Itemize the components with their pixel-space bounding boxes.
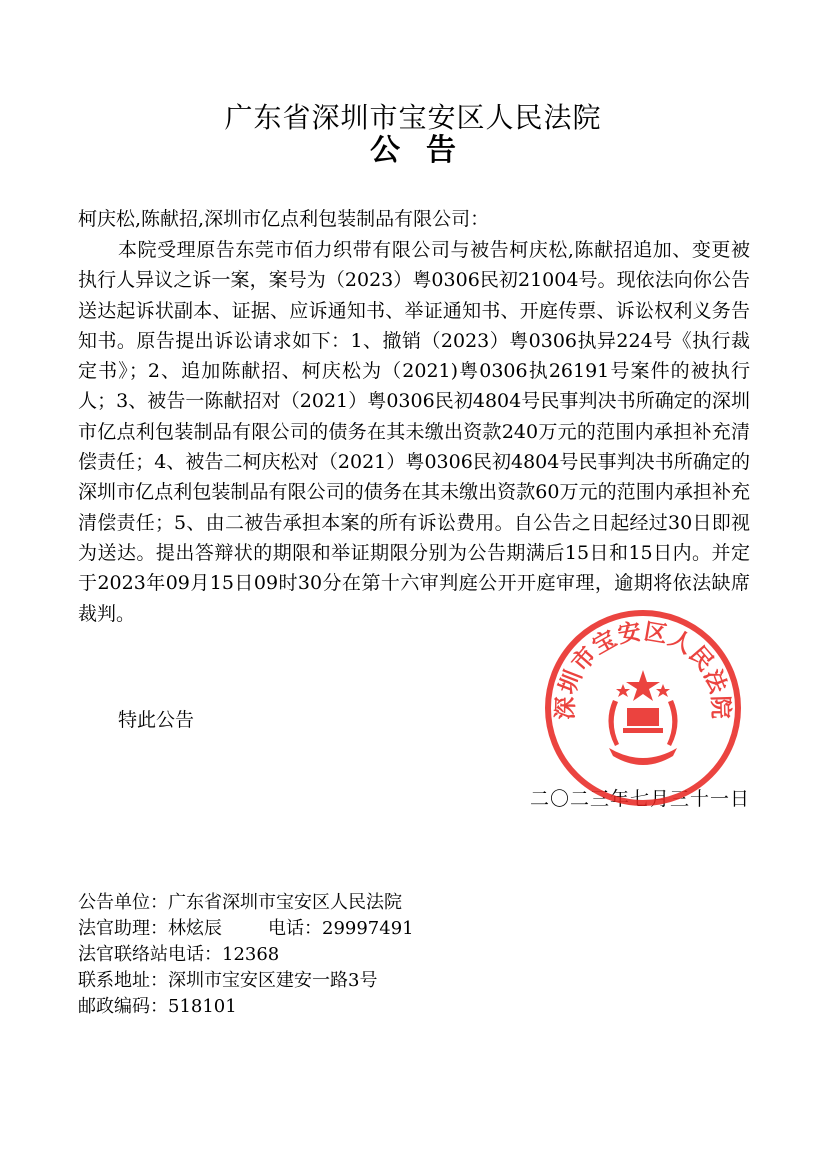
footer-assistant: 法官助理：林炫辰 [78, 918, 222, 939]
footer-postcode: 邮政编码：518101 [78, 996, 237, 1017]
footer-assistant-row [78, 916, 414, 942]
contact-footer [78, 890, 414, 1020]
court-seal-stamp [543, 608, 743, 808]
seal-text: 深圳市宝安区人民法院 [552, 618, 734, 721]
court-name-heading: 广东省深圳市宝安区人民法院 [224, 101, 602, 134]
footer-address: 联系地址：深圳市宝安区建安一路3号 [78, 970, 378, 991]
svg-text:深圳市宝安区人民法院 [553, 618, 734, 720]
footer-unit: 公告单位：广东省深圳市宝安区人民法院 [78, 892, 402, 913]
notice-body: 本院受理原告东莞市佰力织带有限公司与被告柯庆松,陈献招追加、变更被执行人异议之诉一案，案号为（2023）粤0306民初21004号。现依法向你公告送达起诉状副本、证据、应诉通知书、举证通知书、开庭传票、诉讼权利义务告知书。原告提出诉讼请求如下：1、撤销（2023）粤0306执异224号《执行裁定书》；2、追加陈献招、柯庆松为（2021)粤0306执26191号案件的被执行人；3、被告一陈献招对（2021）粤0306民初4804号民事判决书所确定的深圳市亿点利包装制品有限公司的债务在其未缴出资款240万元的范围内承担补充清偿责任；4、被告二柯庆松对（2021）粤0306民初4804号民事判决书所确定的深圳市亿点利包装制品有限公司的债务在其未缴出资款60万元的范围内承担补充清偿责任；5、由二被告承担本案的所有诉讼费用。自公告之日起经过30日即视为送达。提出答辩状的期限和举证期限分别为公告期满后15日和15日内。并定于2023年09月15日09时30分在第十六审判庭公开开庭审理，逾期将依法缺席裁判。 [78, 239, 750, 625]
issue-date: 二〇二三年七月三十一日 [529, 788, 750, 810]
addressee-line: 柯庆松,陈献招,深圳市亿点利包装制品有限公司： [78, 208, 490, 230]
closing-phrase: 特此公告 [118, 709, 195, 731]
footer-station-phone: 法官联络站电话：12368 [78, 944, 280, 965]
footer-phone: 电话：29997491 [268, 918, 414, 939]
seal-emblem [608, 670, 677, 765]
document-title: 公告 [370, 133, 482, 168]
